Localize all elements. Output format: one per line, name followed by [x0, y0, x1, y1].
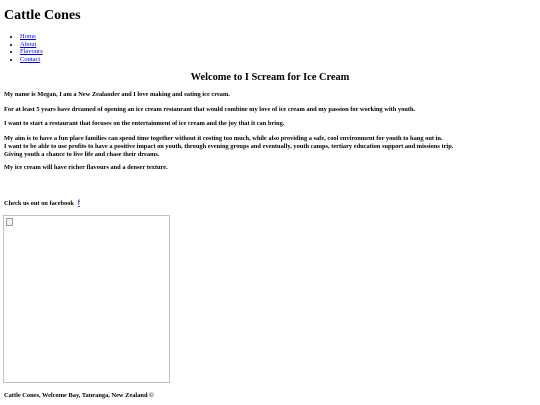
broken-image-icon: [6, 218, 13, 226]
footer-text: Cattle Cones, Welcome Bay, Tauranga, New Zealand ©: [4, 392, 154, 399]
nav-item-contact: [20, 56, 43, 64]
facebook-text: Check us out on facebook: [4, 200, 74, 207]
nav-link-flavours[interactable]: Flavours: [20, 48, 43, 56]
welcome-heading: Welcome to I Scream for Ice Cream: [190, 72, 350, 83]
nav-link-contact[interactable]: Contact: [20, 55, 41, 63]
broken-image: [3, 215, 170, 383]
aim-paragraph: [4, 135, 453, 158]
aim-line-3: Giving youth a chance to live life and chase their dreams.: [4, 150, 160, 158]
facebook-icon[interactable]: f: [77, 200, 80, 207]
nav-menu: [4, 33, 43, 63]
nav-item-flavours: [20, 48, 43, 56]
nav-item-home: [20, 33, 43, 41]
facebook-line: [4, 200, 80, 208]
nav-link-home[interactable]: Home: [20, 33, 36, 40]
aim-line-1: My aim is to have a fun place families can spend time together without it costing too much, while also providing a safe, cool environment for youth to hang out in.: [4, 135, 443, 142]
restaurant-paragraph: I want to start a restaurant that focuses on the entertainment of ice cream and the joy that it can bring.: [4, 120, 285, 127]
intro-paragraph: My name is Megan, I am a New Zealander and I love making and eating ice cream.: [4, 91, 230, 98]
nav-link-about[interactable]: About: [20, 40, 37, 48]
dream-paragraph: For at least 5 years have dreamed of opening an ice cream restaurant that would combine my love of ice cream and my passion for working with youth.: [4, 106, 416, 113]
nav-item-about: [20, 41, 43, 49]
texture-paragraph: My ice cream will have richer flavours and a denser texture.: [4, 164, 168, 171]
site-title: Cattle Cones: [4, 8, 81, 23]
aim-line-2: I want to be able to use profits to have a positive impact on youth, through evening groups and eventually, youth camps, tertiary education support and missions trip.: [4, 142, 454, 150]
